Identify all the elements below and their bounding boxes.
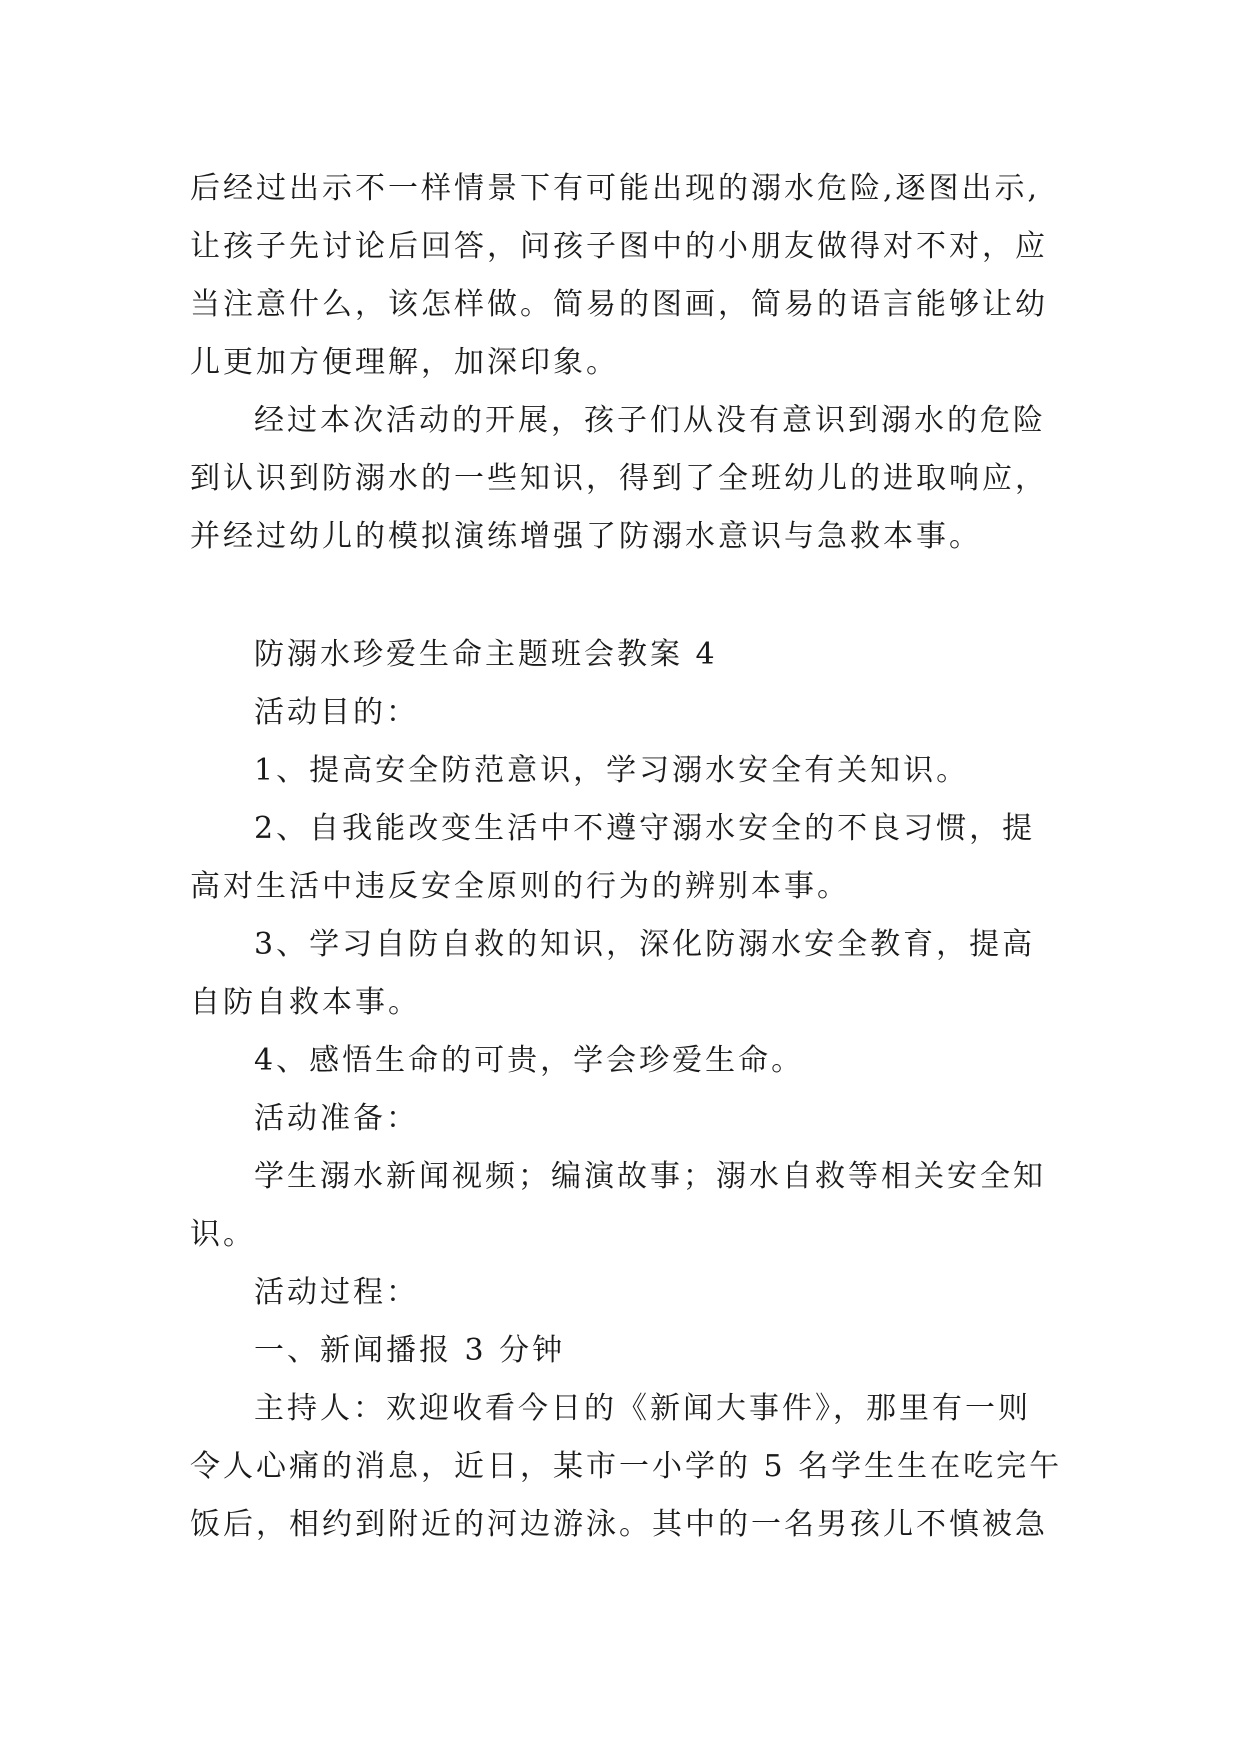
paragraph-line: 后经过出示不一样情景下有可能出现的溺水危险,逐图出示, (190, 171, 1041, 206)
goal-item-4: 4、感悟生命的可贵，学会珍爱生命。 (254, 1043, 805, 1078)
goal-item-1: 1、提高安全防范意识，学习溺水安全有关知识。 (254, 753, 970, 788)
goal-item-2: 2、自我能改变生活中不遵守溺水安全的不良习惯，提 (254, 811, 1036, 846)
section-title: 防溺水珍爱生命主题班会教案 4 (254, 637, 718, 672)
document-body (190, 160, 1090, 1554)
goal-item-3-cont: 自防自救本事。 (190, 985, 421, 1020)
process-step-1: 一、新闻播报 3 分钟 (254, 1333, 566, 1368)
prep-text: 学生溺水新闻视频；编演故事；溺水自救等相关安全知 (254, 1159, 1046, 1194)
paragraph-line: 儿更加方便理解，加深印象。 (190, 345, 619, 380)
prep-text-cont: 识。 (190, 1217, 256, 1252)
goal-item-2-cont: 高对生活中违反安全原则的行为的辨别本事。 (190, 869, 850, 904)
paragraph-line: 到认识到防溺水的一些知识，得到了全班幼儿的进取响应， (190, 461, 1048, 496)
goal-heading: 活动目的： (254, 695, 419, 730)
host-paragraph: 主持人：欢迎收看今日的《新闻大事件》，那里有一则 (254, 1391, 1031, 1426)
goal-item-3: 3、学习自防自救的知识，深化防溺水安全教育，提高 (254, 927, 1036, 962)
section-gap (190, 566, 1090, 626)
host-paragraph-cont: 令人心痛的消息，近日，某市一小学的 5 名学生生在吃完午 (190, 1449, 1063, 1484)
prep-heading: 活动准备： (254, 1101, 419, 1136)
paragraph-line: 当注意什么，该怎样做。简易的图画，简易的语言能够让幼 (190, 287, 1048, 322)
paragraph-line: 经过本次活动的开展，孩子们从没有意识到溺水的危险 (254, 403, 1046, 438)
paragraph-line: 让孩子先讨论后回答，问孩子图中的小朋友做得对不对，应 (190, 229, 1048, 264)
process-heading: 活动过程： (254, 1275, 419, 1310)
host-paragraph-cont: 饭后，相约到附近的河边游泳。其中的一名男孩儿不慎被急 (190, 1507, 1048, 1542)
paragraph-line: 并经过幼儿的模拟演练增强了防溺水意识与急救本事。 (190, 519, 982, 554)
